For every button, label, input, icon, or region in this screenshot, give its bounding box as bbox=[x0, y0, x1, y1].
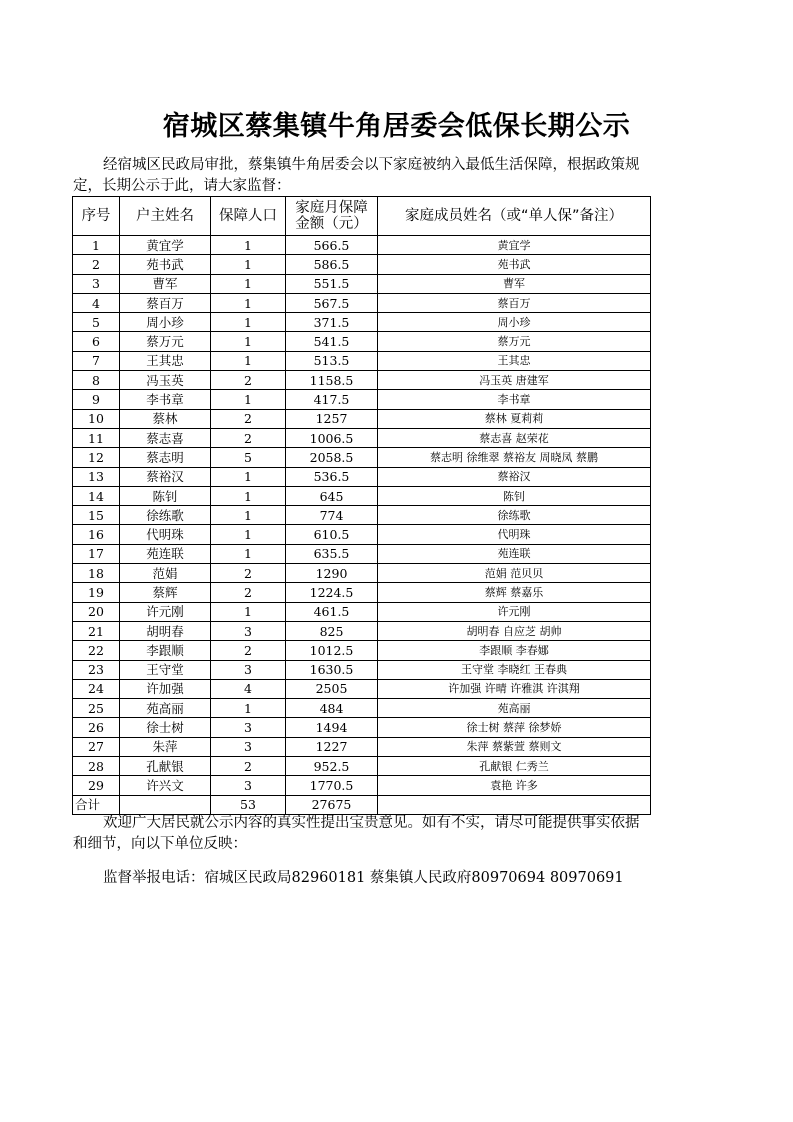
table-row bbox=[73, 544, 651, 563]
table-row bbox=[73, 255, 651, 274]
cell-name: 陈钊 bbox=[120, 486, 211, 505]
cell-count: 1 bbox=[211, 602, 286, 621]
cell-members: 孔献银 仁秀兰 bbox=[378, 757, 651, 776]
table-row bbox=[73, 448, 651, 467]
cell-amount: 825 bbox=[286, 621, 378, 640]
cell-members: 袁艳 许多 bbox=[378, 776, 651, 795]
cell-amount: 513.5 bbox=[286, 351, 378, 370]
cell-amount: 461.5 bbox=[286, 602, 378, 621]
cell-amount: 1012.5 bbox=[286, 641, 378, 660]
table-row bbox=[73, 351, 651, 370]
cell-count: 1 bbox=[211, 390, 286, 409]
cell-name: 蔡辉 bbox=[120, 583, 211, 602]
table-row bbox=[73, 390, 651, 409]
header-amount bbox=[286, 197, 378, 236]
total-amount: 27675 bbox=[286, 795, 378, 814]
cell-members: 代明珠 bbox=[378, 525, 651, 544]
cell-count: 2 bbox=[211, 564, 286, 583]
cell-amount: 1158.5 bbox=[286, 371, 378, 390]
table-header-row bbox=[73, 197, 651, 236]
cell-count: 1 bbox=[211, 486, 286, 505]
cell-amount: 1227 bbox=[286, 737, 378, 756]
cell-count: 1 bbox=[211, 313, 286, 332]
table-row bbox=[73, 486, 651, 505]
cell-amount: 1006.5 bbox=[286, 428, 378, 447]
table-row bbox=[73, 757, 651, 776]
cell-amount: 1224.5 bbox=[286, 583, 378, 602]
outro-paragraph: 欢迎广大居民就公示内容的真实性提出宝贵意见。如有不实，请尽可能提供事实依据和细节，向以下单位反映： bbox=[73, 815, 640, 852]
cell-amount: 1770.5 bbox=[286, 776, 378, 795]
table-row bbox=[73, 660, 651, 679]
cell-members: 许加强 许晴 许雅淇 许淇翔 bbox=[378, 679, 651, 698]
cell-amount: 567.5 bbox=[286, 293, 378, 312]
cell-count: 3 bbox=[211, 718, 286, 737]
table-row bbox=[73, 525, 651, 544]
table-row bbox=[73, 737, 651, 756]
cell-seq: 2 bbox=[73, 255, 120, 274]
cell-seq: 21 bbox=[73, 621, 120, 640]
cell-amount: 2058.5 bbox=[286, 448, 378, 467]
table-row bbox=[73, 564, 651, 583]
cell-seq: 28 bbox=[73, 757, 120, 776]
cell-name: 范娟 bbox=[120, 564, 211, 583]
cell-name: 蔡志明 bbox=[120, 448, 211, 467]
table-row bbox=[73, 583, 651, 602]
cell-members: 李书章 bbox=[378, 390, 651, 409]
cell-amount: 484 bbox=[286, 699, 378, 718]
cell-name: 蔡志喜 bbox=[120, 428, 211, 447]
cell-members: 蔡百万 bbox=[378, 293, 651, 312]
cell-amount: 551.5 bbox=[286, 274, 378, 293]
cell-name: 苑连联 bbox=[120, 544, 211, 563]
cell-name: 徐士树 bbox=[120, 718, 211, 737]
supervision-phone: 监督举报电话：宿城区民政局82960181 蔡集镇人民政府80970694 80970691 bbox=[103, 870, 624, 886]
cell-count: 2 bbox=[211, 371, 286, 390]
cell-members: 蔡林 夏莉莉 bbox=[378, 409, 651, 428]
cell-count: 1 bbox=[211, 351, 286, 370]
cell-seq: 26 bbox=[73, 718, 120, 737]
cell-amount: 645 bbox=[286, 486, 378, 505]
cell-count: 2 bbox=[211, 409, 286, 428]
table-row bbox=[73, 467, 651, 486]
cell-count: 2 bbox=[211, 757, 286, 776]
cell-count: 2 bbox=[211, 641, 286, 660]
table-row bbox=[73, 641, 651, 660]
cell-seq: 15 bbox=[73, 506, 120, 525]
total-row bbox=[73, 795, 651, 814]
cell-name: 朱萍 bbox=[120, 737, 211, 756]
header-seq: 序号 bbox=[73, 197, 120, 236]
cell-members: 蔡裕汉 bbox=[378, 467, 651, 486]
table-row bbox=[73, 409, 651, 428]
cell-members: 冯玉英 唐建军 bbox=[378, 371, 651, 390]
cell-seq: 14 bbox=[73, 486, 120, 505]
cell-members: 范娟 范贝贝 bbox=[378, 564, 651, 583]
cell-name: 周小珍 bbox=[120, 313, 211, 332]
table-row bbox=[73, 313, 651, 332]
cell-members: 朱萍 蔡紫萱 蔡则文 bbox=[378, 737, 651, 756]
table-row bbox=[73, 293, 651, 312]
cell-seq: 23 bbox=[73, 660, 120, 679]
cell-amount: 1257 bbox=[286, 409, 378, 428]
cell-name: 王其忠 bbox=[120, 351, 211, 370]
cell-name: 胡明春 bbox=[120, 621, 211, 640]
table-row bbox=[73, 718, 651, 737]
cell-seq: 4 bbox=[73, 293, 120, 312]
cell-name: 苑高丽 bbox=[120, 699, 211, 718]
cell-name: 许加强 bbox=[120, 679, 211, 698]
cell-name: 冯玉英 bbox=[120, 371, 211, 390]
cell-members: 曹军 bbox=[378, 274, 651, 293]
cell-amount: 774 bbox=[286, 506, 378, 525]
cell-seq: 24 bbox=[73, 679, 120, 698]
table-row bbox=[73, 274, 651, 293]
header-count: 保障人口 bbox=[211, 197, 286, 236]
cell-members: 胡明春 自应芝 胡帅 bbox=[378, 621, 651, 640]
cell-count: 1 bbox=[211, 506, 286, 525]
cell-count: 1 bbox=[211, 274, 286, 293]
cell-members: 蔡辉 蔡嘉乐 bbox=[378, 583, 651, 602]
header-members: 家庭成员姓名（或“单人保”备注） bbox=[378, 197, 651, 236]
total-members-empty bbox=[378, 795, 651, 814]
cell-members: 苑高丽 bbox=[378, 699, 651, 718]
cell-members: 苑连联 bbox=[378, 544, 651, 563]
table-row bbox=[73, 602, 651, 621]
cell-amount: 1290 bbox=[286, 564, 378, 583]
cell-members: 徐士树 蔡萍 徐梦娇 bbox=[378, 718, 651, 737]
cell-members: 陈钊 bbox=[378, 486, 651, 505]
cell-count: 4 bbox=[211, 679, 286, 698]
header-amount-line1: 家庭月保障 bbox=[295, 200, 368, 216]
cell-seq: 19 bbox=[73, 583, 120, 602]
table-row bbox=[73, 776, 651, 795]
cell-seq: 1 bbox=[73, 236, 120, 255]
cell-seq: 3 bbox=[73, 274, 120, 293]
cell-seq: 29 bbox=[73, 776, 120, 795]
cell-count: 5 bbox=[211, 448, 286, 467]
cell-count: 1 bbox=[211, 236, 286, 255]
cell-count: 1 bbox=[211, 293, 286, 312]
cell-name: 蔡百万 bbox=[120, 293, 211, 312]
cell-count: 2 bbox=[211, 583, 286, 602]
cell-count: 3 bbox=[211, 621, 286, 640]
cell-count: 1 bbox=[211, 699, 286, 718]
cell-count: 1 bbox=[211, 544, 286, 563]
cell-members: 许元刚 bbox=[378, 602, 651, 621]
cell-seq: 25 bbox=[73, 699, 120, 718]
cell-members: 苑书武 bbox=[378, 255, 651, 274]
cell-amount: 371.5 bbox=[286, 313, 378, 332]
cell-name: 苑书武 bbox=[120, 255, 211, 274]
cell-name: 黄宜学 bbox=[120, 236, 211, 255]
cell-count: 3 bbox=[211, 776, 286, 795]
cell-amount: 1630.5 bbox=[286, 660, 378, 679]
cell-amount: 536.5 bbox=[286, 467, 378, 486]
table-row bbox=[73, 679, 651, 698]
cell-amount: 1494 bbox=[286, 718, 378, 737]
table-row bbox=[73, 371, 651, 390]
cell-seq: 7 bbox=[73, 351, 120, 370]
table-row bbox=[73, 428, 651, 447]
table-row bbox=[73, 621, 651, 640]
cell-amount: 2505 bbox=[286, 679, 378, 698]
cell-name: 蔡万元 bbox=[120, 332, 211, 351]
total-label: 合计 bbox=[73, 795, 120, 814]
total-name-empty bbox=[120, 795, 211, 814]
cell-seq: 11 bbox=[73, 428, 120, 447]
cell-count: 1 bbox=[211, 332, 286, 351]
cell-name: 许元刚 bbox=[120, 602, 211, 621]
cell-seq: 20 bbox=[73, 602, 120, 621]
cell-name: 徐练歌 bbox=[120, 506, 211, 525]
cell-members: 李跟顺 李春娜 bbox=[378, 641, 651, 660]
cell-members: 徐练歌 bbox=[378, 506, 651, 525]
table-row bbox=[73, 332, 651, 351]
cell-seq: 6 bbox=[73, 332, 120, 351]
cell-name: 李书章 bbox=[120, 390, 211, 409]
cell-amount: 566.5 bbox=[286, 236, 378, 255]
cell-count: 1 bbox=[211, 525, 286, 544]
cell-members: 蔡志明 徐维翠 蔡裕友 周晓凤 蔡鹏 bbox=[378, 448, 651, 467]
table-row bbox=[73, 236, 651, 255]
cell-count: 3 bbox=[211, 660, 286, 679]
cell-name: 蔡林 bbox=[120, 409, 211, 428]
cell-amount: 610.5 bbox=[286, 525, 378, 544]
cell-seq: 12 bbox=[73, 448, 120, 467]
cell-count: 1 bbox=[211, 467, 286, 486]
header-amount-line2: 金额（元） bbox=[295, 216, 368, 232]
cell-seq: 13 bbox=[73, 467, 120, 486]
cell-seq: 5 bbox=[73, 313, 120, 332]
cell-amount: 541.5 bbox=[286, 332, 378, 351]
cell-seq: 10 bbox=[73, 409, 120, 428]
cell-name: 孔献银 bbox=[120, 757, 211, 776]
cell-members: 蔡志喜 赵荣花 bbox=[378, 428, 651, 447]
cell-name: 王守堂 bbox=[120, 660, 211, 679]
cell-members: 蔡万元 bbox=[378, 332, 651, 351]
page-title: 宿城区蔡集镇牛角居委会低保长期公示 bbox=[162, 111, 631, 142]
cell-amount: 586.5 bbox=[286, 255, 378, 274]
cell-count: 3 bbox=[211, 737, 286, 756]
total-count: 53 bbox=[211, 795, 286, 814]
cell-amount: 417.5 bbox=[286, 390, 378, 409]
cell-seq: 17 bbox=[73, 544, 120, 563]
table-row bbox=[73, 506, 651, 525]
cell-seq: 8 bbox=[73, 371, 120, 390]
cell-seq: 16 bbox=[73, 525, 120, 544]
cell-members: 周小珍 bbox=[378, 313, 651, 332]
header-name: 户主姓名 bbox=[120, 197, 211, 236]
cell-amount: 635.5 bbox=[286, 544, 378, 563]
cell-count: 1 bbox=[211, 255, 286, 274]
table-row bbox=[73, 699, 651, 718]
cell-members: 王其忠 bbox=[378, 351, 651, 370]
cell-name: 曹军 bbox=[120, 274, 211, 293]
intro-paragraph: 经宿城区民政局审批，蔡集镇牛角居委会以下家庭被纳入最低生活保障，根据政策规定，长期公示于此，请大家监督： bbox=[73, 157, 640, 194]
cell-name: 代明珠 bbox=[120, 525, 211, 544]
assistance-table bbox=[72, 196, 651, 815]
cell-amount: 952.5 bbox=[286, 757, 378, 776]
cell-name: 李跟顺 bbox=[120, 641, 211, 660]
cell-members: 王守堂 李晓红 王春典 bbox=[378, 660, 651, 679]
cell-name: 许兴文 bbox=[120, 776, 211, 795]
cell-count: 2 bbox=[211, 428, 286, 447]
cell-seq: 18 bbox=[73, 564, 120, 583]
cell-name: 蔡裕汉 bbox=[120, 467, 211, 486]
cell-seq: 27 bbox=[73, 737, 120, 756]
cell-members: 黄宜学 bbox=[378, 236, 651, 255]
cell-seq: 22 bbox=[73, 641, 120, 660]
cell-seq: 9 bbox=[73, 390, 120, 409]
